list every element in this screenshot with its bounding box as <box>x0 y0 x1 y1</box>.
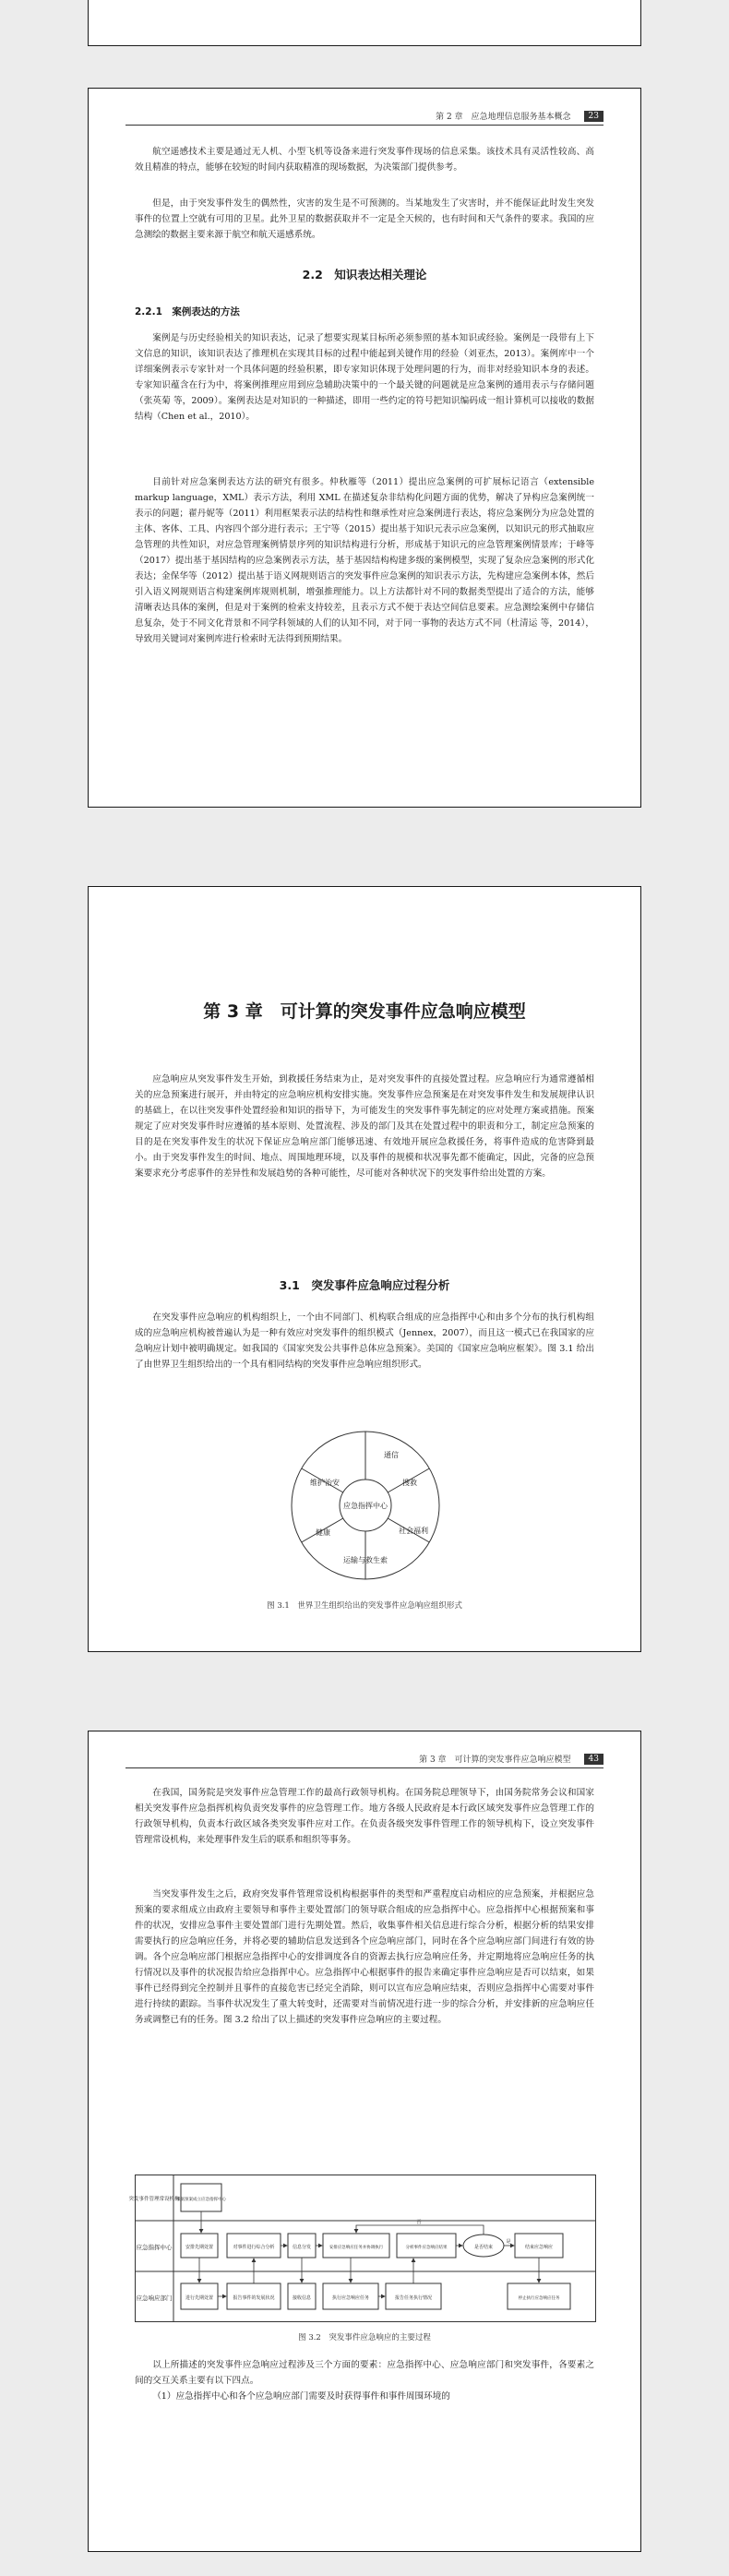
figure-caption: 图 3.1 世界卫生组织给出的突发事件应急响应组织形式 <box>267 1601 462 1611</box>
chapter-title: 第 3 章 可计算的突发事件应急响应模型 <box>203 1001 526 1022</box>
fig32-box-label: 停止执行应急响应任务 <box>518 2296 560 2301</box>
page-chapter-3 <box>88 886 641 1652</box>
fig32-loop-label: 否 <box>416 2220 422 2225</box>
fig31-sector-label: 健康 <box>316 1528 330 1537</box>
fig32-box-label: 报告任务执行情况 <box>394 2295 433 2301</box>
page-43 <box>88 1731 641 2552</box>
fig32-box-label: 安排应急响应任务并协调执行 <box>329 2246 384 2250</box>
fig32-yes-label: 是 <box>506 2239 511 2245</box>
section-title: 2.2 知识表达相关理论 <box>302 268 427 282</box>
fig32-box-label: 根据预案成立应急指挥中心 <box>176 2198 226 2202</box>
running-head <box>125 1748 604 1768</box>
fig32-box-label: 进行先期处置 <box>185 2295 214 2301</box>
fig32-box-label: 安排先期处置 <box>185 2245 214 2250</box>
paragraph: 在突发事件应急响应的机构组织上，一个由不同部门、机构联合组成的应急指挥中心和由多个分布的执行机构组成的应急响应机构被普遍认为是一种有效应对突发事件的组织模式（Jennex，2007），而且这一模式已在我国家的应急响应计划中被明确规定。如我国的《国家突发公共事件总体应急预案》。美国的《国家应急响应框架》。图 3.1 给出了由世界卫生组织给出的一个具有相同结构的突发事件应急响应组织形式。 <box>135 1312 594 1370</box>
paragraph: 航空遥感技术主要是通过无人机、小型飞机等设备来进行突发事件现场的信息采集。该技术具有灵活性较高、高效且精准的特点，能够在较短的时间内获取精准的现场数据，为决策部门提供参考。 <box>135 147 594 173</box>
figure-caption: 图 3.2 突发事件应急响应的主要过程 <box>298 2333 431 2342</box>
running-head <box>125 105 604 126</box>
fig32-box-label: 结束应急响应 <box>524 2245 554 2250</box>
fig32-box-label: 分析事件应急响应结果 <box>405 2246 448 2250</box>
fig31-center-label: 应急指挥中心 <box>343 1502 388 1510</box>
paragraph: 应急响应从突发事件发生开始，到救援任务结束为止，是对突发事件的直接处置过程。应急响应行为通常遵循相关的应急预案进行展开，并由特定的应急响应机构安排实施。突发事件应急预案是在对突发事件发生和发展规律认识的基础上，在以往突发事件处置经验和知识的指导下，为可能发生的突发事件事先制定的应对处理方案或措施。预案规定了应对突发事件时应遵循的基本原则、处置流程、涉及的部门及其在处置过程中的职责和分工，制定应急预案的目的是在突发事件发生的状况下保证应急响应部门能够迅速、有效地开展应急救援任务，将事件造成的危害降到最小。由于突发事件发生的时间、地点、周围地理环境，以及事件的规模和状况事先都不能确定，因此，完备的应急预案要求充分考虑事件的差异性和发展趋势的各种可能性，尽可能对各种状况下的突发事件给出处置的方案。 <box>135 1074 594 1179</box>
page-number: 43 <box>584 1754 604 1765</box>
fig32-box-label: 接收信息 <box>292 2295 312 2301</box>
fig32-lane-label: 突发事件管理常设机构 <box>128 2197 180 2202</box>
fig32-box-label: 报告事件的发展状况 <box>233 2295 275 2301</box>
paragraph: （1）应急指挥中心和各个应急响应部门需要及时获得事件和事件周围环境的 <box>152 2391 450 2402</box>
running-head-title: 第 3 章 可计算的突发事件应急响应模型 <box>419 1755 571 1765</box>
fig32-box-label: 信息分发 <box>292 2245 312 2250</box>
paragraph: 在我国，国务院是突发事件应急管理工作的最高行政领导机构。在国务院总理领导下，由国务院常务会议和国家相关突发事件应急指挥机构负责突发事件的应急管理工作。地方各级人民政府是本行政区域突发事件应急管理工作的行政领导机构，负责本行政区域各类突发事件应对工作。在负责各级突发事件管理工作的领导机构下，设立突发事件管理常设机构，来处理事件发生后的联系和组织等事务。 <box>135 1788 594 1845</box>
paragraph: 当突发事件发生之后，政府突发事件管理常设机构根据事件的类型和严重程度启动相应的应急预案，并根据应急预案的要求组成立由政府主要领导和事件主要处置部门的领导联合组成的应急指挥中心。应急指挥中心根据预案和事件的状况，安排应急事件主要处置部门进行先期处置。然后，收集事件相关信息进行综合分析，根据分析的结果安排需要执行的应急响应任务，并将必要的辅助信息发送到各个应急响应部门，同时在各个应急响应部门间进行有效的协调。各个应急响应部门根据应急指挥中心的安排调度各自的资源去执行应急响应任务，并定期地将应急响应任务的执行情况以及事件的状况报告给应急指挥中心。应急指挥中心根据事件的报告来确定事件应急响应是否可以结束，如果事件已经得到完全控制并且事件的直接危害已经完全消除，则可以宣布应急响应结束，否则应急指挥中心需要对事件进行持续的跟踪。当事件状况发生了重大转变时，还需要对当前情况进行进一步的综合分析，并安排新的应急响应任务或调整已有的任务。图 3.2 给出了以上描述的突发事件应急响应的主要过程。 <box>135 1889 594 2025</box>
fig31-sector-label: 运输与救生索 <box>343 1556 388 1564</box>
top-page-remnant <box>88 0 641 46</box>
paragraph: 以上所描述的突发事件应急响应过程涉及三个方面的要素：应急指挥中心、应急响应部门和突发事件，各要素之间的交互关系主要有以下四点。 <box>135 2360 594 2386</box>
fig32-box-label: 执行应急响应任务 <box>331 2295 370 2301</box>
fig31-sector-label: 社会福利 <box>399 1527 428 1535</box>
paragraph: 案例是与历史经验相关的知识表达，记录了想要实现某目标所必须参照的基本知识或经验。案例是一段带有上下文信息的知识，该知识表达了推理机在实现其目标的过程中能起到关键作用的经验（刘亚杰，2013）。案例库中一个详细案例表示专家针对一个具体问题的经验积累，即专家知识体现于处理问题的行为，而非对经验知识本身的表述。专家知识蕴含在行为中，将案例推理应用到应急辅助决策中的一个最关键的问题就是应急案例的通用表示与存储问题（张英菊 等，2009）。案例表达是对知识的一种描述，即用一些约定的符号把知识编码成一组计算机可以接收的数据结构（Chen et al.，2010）。 <box>135 333 594 422</box>
page-23 <box>88 88 641 808</box>
paragraph: 但是，由于突发事件发生的偶然性，灾害的发生是不可预测的。当某地发生了灾害时，并不能保证此时发生突发事件的位置上空就有可用的卫星。此外卫星的数据获取并不一定是全天候的，也有时间和天气条件的要求。我国的应急测绘的数据主要来源于航空和航天遥感系统。 <box>135 198 594 240</box>
page-number: 23 <box>584 111 604 122</box>
paragraph: 目前针对应急案例表达方法的研究有很多。仲秋雁等（2011）提出应急案例的可扩展标记语言（extensible markup language，XML）表示方法，利用 XML 在描述复杂非结构化问题方面的优势，解决了异构应急案例统一表示的问题；翟丹妮等（2011）利用框架表示法的结构性和继承性对应急案例进行表达，将应急案例分为应急处置的主体、客体、工具、内容四个部分进行表示；王宁等（2015）提出基于知识元表示应急案例，以知识元的形式抽取应急管理的共性知识，对应急管理案例情景序列的知识结构进行分析，形成基于知识元的应急管理案例情景库；于峰等（2017）提出基于基因结构的应急案例表示方法，基于基因结构构建多级的案例模型，实现了复杂应急案例的形式化表达；金保华等（2012）提出基于语义网规则语言的突发事件应急案例的知识表示方法，先构建应急案例本体，然后引入语义网规则语言构建案例库规则机制，增强推理能力。以上方法都针对不同的数据类型提出了适合的方法，能够清晰表达具体的案例，但是对于案例的检索支持较差，且表示方式不便于表达空间信息要素。应急测绘案例中存储信息复杂，处于不同文化背景和不同学科领域的人们的认知不同，对于同一事物的表达方式不同（杜清运 等，2014），导致用关键词对案例库进行检索时无法得到预期结果。 <box>135 477 594 644</box>
fig31-sector-label: 通信 <box>384 1451 399 1459</box>
fig32-decision-label: 是否结束 <box>473 2245 494 2250</box>
fig32-lane-label: 应急指挥中心 <box>136 2244 173 2251</box>
fig31-sector-label: 搜救 <box>402 1479 417 1487</box>
running-head-title: 第 2 章 应急地理信息服务基本概念 <box>436 113 571 122</box>
fig31-sector-label: 维护治安 <box>310 1479 340 1487</box>
figure-3-2 <box>128 2175 596 2322</box>
subsection-title: 2.2.1 案例表达的方法 <box>135 306 240 318</box>
fig32-box-label: 对事件进行综合分析 <box>233 2245 275 2250</box>
figure-3-1 <box>245 1422 485 1588</box>
section-title: 3.1 突发事件应急响应过程分析 <box>279 1278 450 1292</box>
fig32-lane-label: 应急响应部门 <box>136 2294 173 2302</box>
